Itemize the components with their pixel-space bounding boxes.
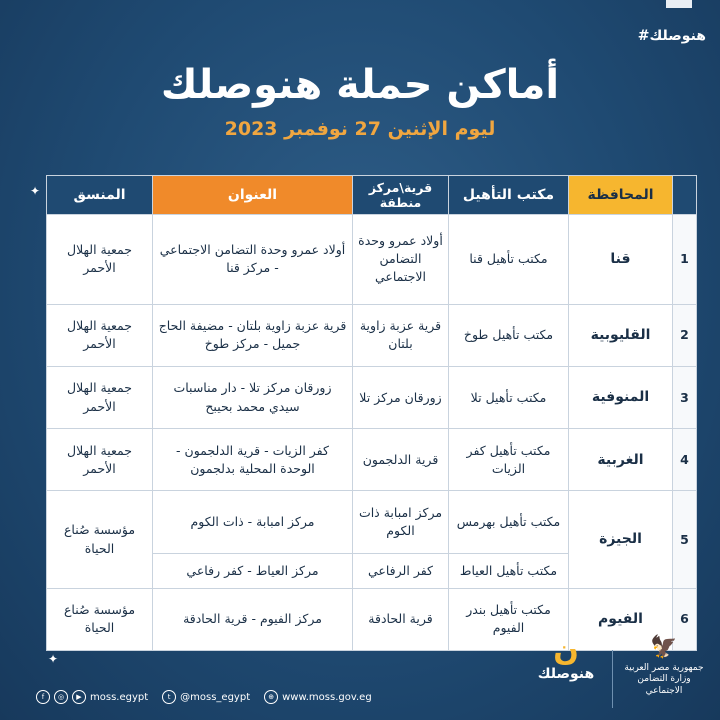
hanwaslak-logo-icon: ن (553, 633, 579, 668)
office-cell: مكتب تأهيل كفر الزيات (449, 429, 569, 491)
facebook-handle[interactable]: moss.egypt (90, 691, 149, 703)
facebook-icon[interactable]: f (36, 690, 50, 704)
governorate-cell: القليوبية (569, 304, 673, 366)
coordinator-cell: جمعية الهلال الأحمر (47, 429, 153, 491)
hanwaslak-logo (536, 633, 596, 682)
row-number: 6 (673, 588, 697, 650)
twitter-icon[interactable]: t (162, 690, 176, 704)
coordinator-cell: جمعية الهلال الأحمر (47, 304, 153, 366)
ministry-line2: وزارة التضامن الاجتماعي (637, 674, 691, 696)
website-group (264, 690, 372, 704)
header-address: العنوان (153, 176, 353, 215)
youtube-icon[interactable]: ▶ (72, 690, 86, 704)
table-row (47, 304, 697, 366)
office-cell: مكتب تأهيل بهرمس (449, 491, 569, 553)
ministry-line1: جمهورية مصر العربية (624, 662, 704, 673)
header-governorate: المحافظة (569, 176, 673, 215)
table-row (47, 588, 697, 650)
village-cell: مركز امبابة ذات الكوم (353, 491, 449, 553)
office-cell: مكتب تأهيل بندر الفيوم (449, 588, 569, 650)
address-cell: أولاد عمرو وحدة التضامن الاجتماعي - مركز قنا (153, 215, 353, 305)
social-group (36, 690, 148, 704)
footer-divider (612, 650, 613, 708)
address-cell: زورقان مركز تلا - دار مناسبات سيدي محمد بحيبح (153, 366, 353, 428)
village-cell: أولاد عمرو وحدة التضامن الاجتماعي (353, 215, 449, 305)
sparkle-icon: ✦ (30, 184, 41, 198)
instagram-icon[interactable]: ◎ (54, 690, 68, 704)
address-cell: مركز العياط - كفر رفاعي (153, 553, 353, 588)
table-row (47, 429, 697, 491)
address-cell: كفر الزيات - قرية الدلجمون - الوحدة المحلية بدلجمون (153, 429, 353, 491)
footer (0, 633, 720, 720)
ministry-logo (622, 634, 706, 698)
twitter-group (162, 690, 250, 704)
locations-table (46, 175, 696, 651)
village-cell: كفر الرفاعي (353, 553, 449, 588)
village-cell: قرية الدلجمون (353, 429, 449, 491)
row-number: 5 (673, 491, 697, 588)
twitter-handle[interactable]: @moss_egypt (180, 691, 251, 703)
office-cell: مكتب تأهيل تلا (449, 366, 569, 428)
table-row (47, 215, 697, 305)
table-row (47, 491, 697, 553)
header-office: مكتب التأهيل (449, 176, 569, 215)
governorate-cell: الجيزة (569, 491, 673, 588)
coordinator-cell: جمعية الهلال الأحمر (47, 366, 153, 428)
footer-links (36, 690, 372, 704)
governorate-cell: قنا (569, 215, 673, 305)
table-header-row (47, 176, 697, 215)
office-cell: مكتب تأهيل العياط (449, 553, 569, 588)
governorate-cell: الفيوم (569, 588, 673, 650)
brand-name: هنوصلك (537, 666, 595, 682)
village-cell: زورقان مركز تلا (353, 366, 449, 428)
row-number: 2 (673, 304, 697, 366)
governorate-cell: الغربية (569, 429, 673, 491)
header-coordinator: المنسق (47, 176, 153, 215)
sparkle-icon: ✦ (48, 652, 59, 666)
eagle-emblem-icon: 🦅 (650, 635, 678, 660)
coordinator-cell: مؤسسة صُناع الحياة (47, 491, 153, 588)
header-village: قرية\مركز منطقة (353, 176, 449, 215)
header-number (673, 176, 697, 215)
globe-icon[interactable]: ⊕ (264, 690, 278, 704)
address-cell: مركز الفيوم - قرية الحادقة (153, 588, 353, 650)
page-subtitle: ليوم الإثنين 27 نوفمبر 2023 (224, 118, 496, 140)
office-cell: مكتب تأهيل طوخ (449, 304, 569, 366)
row-number: 3 (673, 366, 697, 428)
governorate-cell: المنوفية (569, 366, 673, 428)
top-accent-bar (666, 0, 692, 8)
website-link[interactable]: www.moss.gov.eg (282, 691, 372, 703)
hashtag: #هنوصلك (637, 28, 706, 44)
village-cell: قرية الحادقة (353, 588, 449, 650)
row-number: 1 (673, 215, 697, 305)
table-row (47, 366, 697, 428)
row-number: 4 (673, 429, 697, 491)
coordinator-cell: جمعية الهلال الأحمر (47, 215, 153, 305)
address-cell: مركز امبابة - ذات الكوم (153, 491, 353, 553)
coordinator-cell: مؤسسة صُناع الحياة (47, 588, 153, 650)
page-title: أماكن حملة هنوصلك (160, 62, 560, 108)
office-cell: مكتب تأهيل قنا (449, 215, 569, 305)
address-cell: قرية عزبة زاوية بلتان - مضيفة الحاج جميل - مركز طوخ (153, 304, 353, 366)
village-cell: قرية عزبة زاوية بلتان (353, 304, 449, 366)
